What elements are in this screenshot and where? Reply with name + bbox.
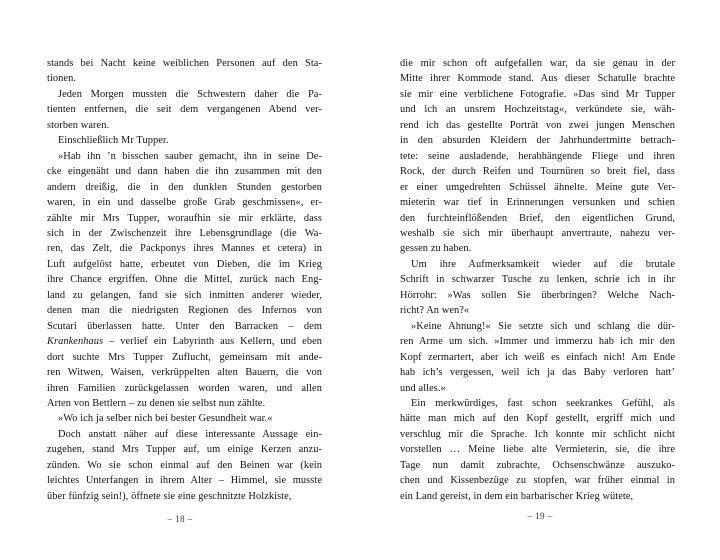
text-line: »Hab ihn ’n bisschen sauber gemacht, ihn in seine De- (58, 150, 322, 162)
text-line: zugehen, stand Mrs Tupper auf, um einige Kerzen anzu- (47, 444, 322, 456)
text-line: ihre Chance ergriffen. Ohne die Mittel, zurück nach Eng- (47, 274, 322, 286)
text-line: und alles.« (400, 382, 446, 394)
text-line: die mir schon oft aufgefallen war, da sie genau in der (400, 58, 675, 69)
text-line: Rock, der durch Reifen und Tournüren so breit fiel, dass (400, 166, 675, 178)
text-line: sie mir eine verblichene Fotografie. »Das sind Mr Tupper (400, 88, 675, 100)
text-line: verschlug mir die Sprache. Ich konnte mir schlicht nicht (400, 428, 675, 440)
page-number-left: – 18 – (167, 514, 193, 524)
text-line: gessen zu haben. (400, 243, 472, 255)
text-line: Hörrohr: »Was sollen Sie überbringen? Welche Nach- (400, 289, 675, 301)
text-line: Ein merkwürdiges, fast schon seekrankes Gefühl, als (411, 397, 675, 409)
text-line: sich in der Zwischenzeit ihre Lebensgrundlage (die Wa- (47, 227, 322, 239)
text-line: ren, das Zelt, die Packponys ihres Mannes et cetera) in (47, 243, 322, 255)
text-line: tete: seine ausladende, herabhängende Fliege und ihren (400, 150, 675, 162)
text-line: ihren Familien zurückgelassen worden waren, und allen (47, 382, 322, 394)
text-line: Krankenhaus – verlief ein Labyrinth aus Kellern, und eben (47, 336, 322, 348)
text-line: zählte mir Mrs Tupper, woraufhin sie mir erklärte, dass (47, 212, 322, 224)
text-line: und ich an unsrem Hochzeitstag«, verkündete sie, wäh- (400, 104, 675, 116)
text-line: richt? An wen?« (400, 305, 470, 317)
page-right-body (400, 56, 675, 504)
text-line: ein Land gereist, in dem ein barbarischer Krieg wütete, (400, 490, 634, 502)
text-line: weshalb sie sich mir überhaupt anvertraute, nahezu ver- (400, 227, 675, 239)
text-line: chen und Kissenbezüge zu stopfen, war früher einmal in (400, 475, 675, 487)
text-line: Tage nun damit zubrachte, Ochsenschwänze auszuko- (400, 459, 675, 471)
text-line: Mitte ihrer Kommode stand. Aus dieser Schatulle brachte (400, 73, 675, 85)
text-line: dort suchte Mrs Tupper Zuflucht, gemeinsam mit ande- (47, 351, 322, 363)
text-line: rend ich das gestellte Porträt von zwei jungen Menschen (400, 119, 675, 131)
text-line: leichtes Unterfangen in ihrem Alter – Himmel, sie musste (47, 475, 322, 487)
text-line: vorstellen … Meine liebe alte Vermieterin, sie, die ihre (400, 444, 675, 456)
text-line: »Wo ich ja selber nich bei bester Gesundheit war.« (58, 413, 273, 425)
text-line: Scutari überlassen hatte. Unter den Barracken – dem (47, 320, 322, 332)
page-left-body (47, 56, 322, 504)
text-line: Luft aufgelöst hatte, erbeutet von Dieben, die im Krieg (47, 258, 322, 270)
italic-term: Krankenhaus (47, 336, 104, 348)
text-line: mieterin war tief in Erinnerungen versunken und schien (400, 197, 675, 209)
text-line: er einer umgedrehten Schüssel ähnelte. Meine gute Ver- (400, 181, 675, 193)
text-line: Um ihre Aufmerksamkeit wieder auf die brutale (411, 258, 675, 270)
text-line: ren Witwen, Waisen, verkrüppelten alten Bauern, die von (47, 367, 322, 379)
text-line: Schrift in schwarzer Tusche zu lenken, schrie ich in ihr (400, 274, 675, 286)
text-line: denen man die niedrigsten Regionen des Infernos von (47, 305, 322, 317)
page-right (360, 0, 720, 560)
text-line: hab ich’s vergessen, weil ich ja das Baby verloren hatt’ (400, 367, 675, 379)
text-line: ren Arme um sich. »Immer und immerzu hab ich mir den (400, 336, 675, 348)
text-line: über fünfzig sein!), öffnete sie eine geschnitzte Holzkiste, (47, 490, 292, 502)
text-line: stands bei Nacht keine weiblichen Personen auf den Sta- (47, 58, 322, 69)
text-line: waren, in ein und dasselbe große Grab geschmissen«, er- (47, 197, 322, 209)
page-number-right: – 19 – (527, 511, 553, 521)
text-line: tionen. (47, 73, 76, 85)
text-line: Kopf zermartert, aber ich weiß es einfach nich! Am Ende (400, 351, 675, 363)
text-line: hätte man mich auf den Kopf gestellt, ergriff mich und (400, 413, 675, 425)
text-line: in den absurden Kleidern der Jahrhundertmitte betrach- (400, 135, 675, 147)
text-line: Jeden Morgen mussten die Schwestern daher die Pa- (58, 88, 322, 100)
text-line: tienten entfernen, die seit dem vergangenen Abend ver- (47, 104, 322, 116)
text-line: Doch anstatt näher auf diese interessante Aussage ein- (58, 428, 322, 440)
text-line: andern dreißig, die in den dunklen Stunden gestorben (47, 181, 322, 193)
text-line: storben waren. (47, 119, 110, 131)
text-line: Einschließlich Mr Tupper. (58, 135, 169, 147)
text-line: »Keine Ahnung!« Sie setzte sich und schlang die dür- (411, 320, 675, 332)
text-line: Arten von Bettlern – zu denen sie selbst nun zählte. (47, 397, 266, 409)
text-line: land zu gelangen, fand sie sich inmitten anderer wieder, (47, 289, 322, 301)
text-line: den furchteinflößenden Brief, den eigentlichen Grund, (400, 212, 675, 224)
text-line: zünden. Wo sie schon einmal auf den Beinen war (kein (47, 459, 322, 471)
text-line: cke eingenäht und dann haben die ihn zusammen mit den (47, 166, 322, 178)
